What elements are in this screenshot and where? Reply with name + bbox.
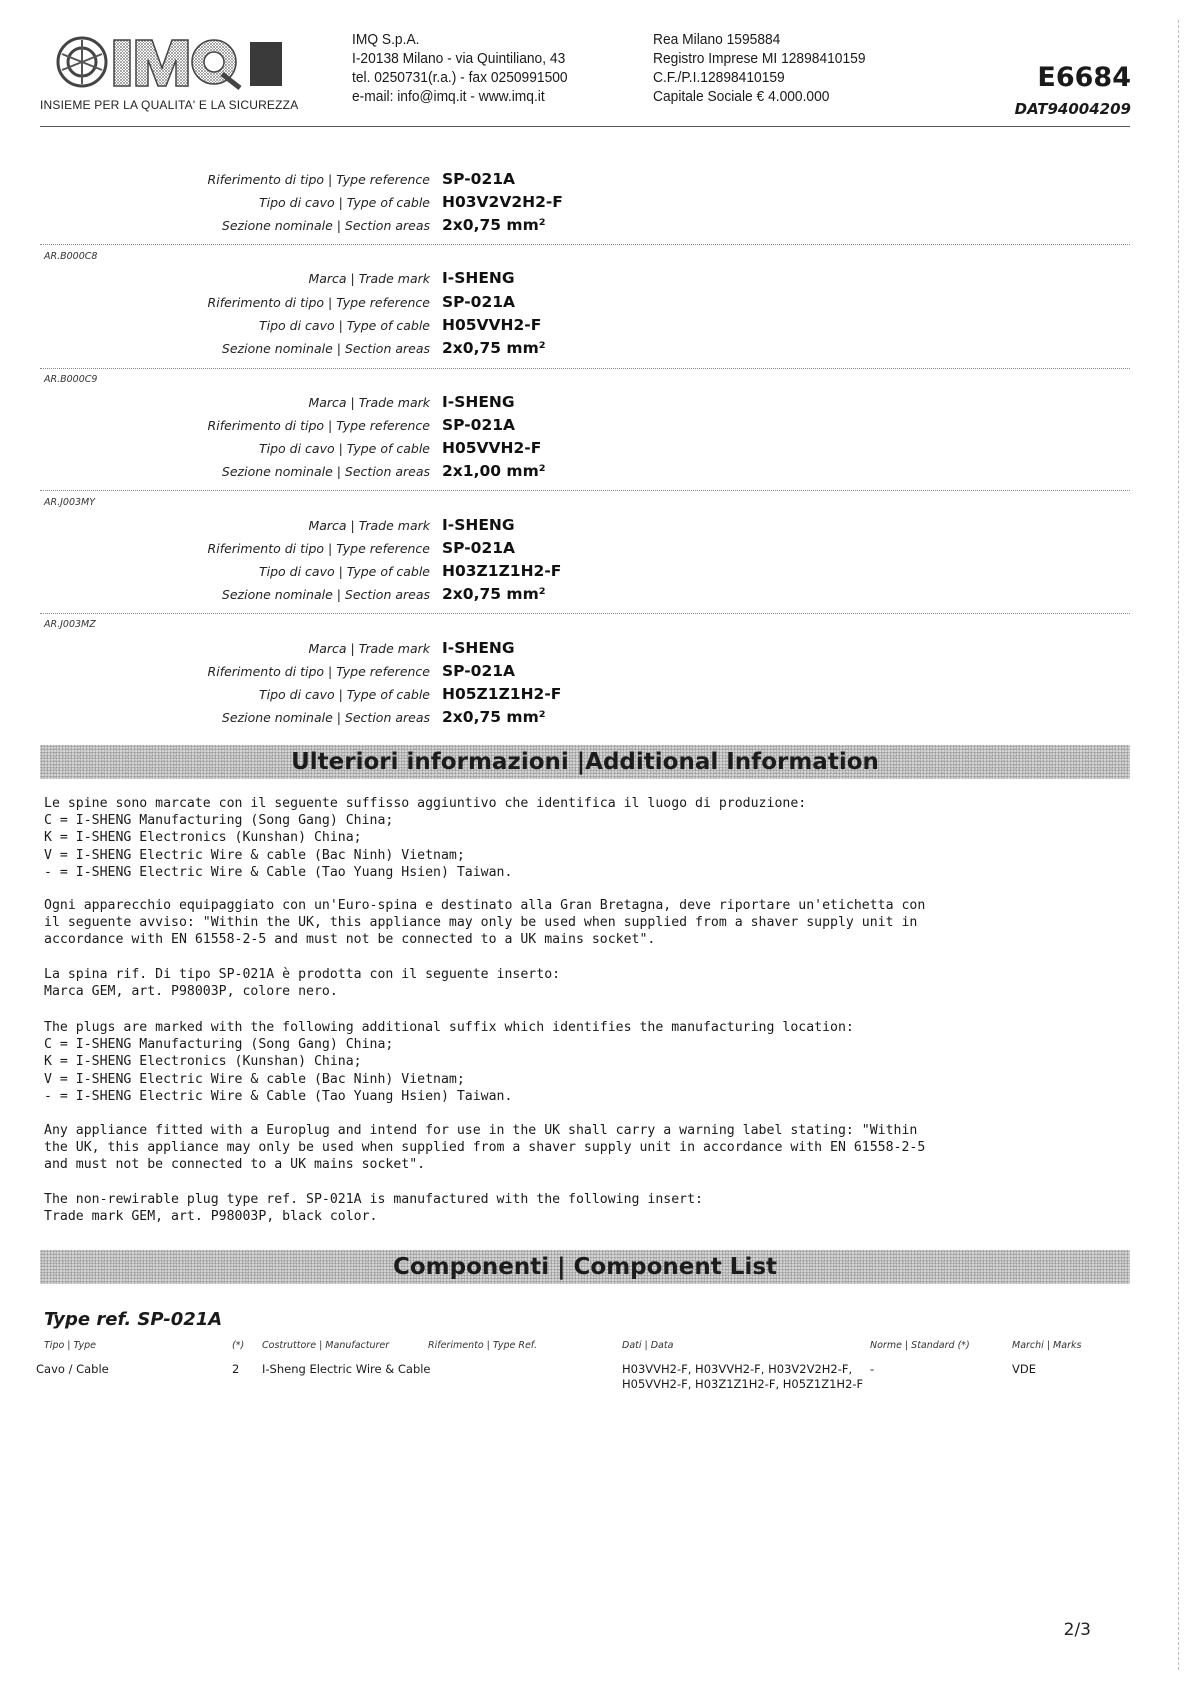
company-email: e-mail: info@imq.it - www.imq.it <box>352 88 545 105</box>
additional-paragraph-en-warning: Any appliance fitted with a Europlug and intend for use in the UK shall carry a warning label stating: "Within the UK, this appliance may only be used when supplied from a shaver supply unit in accordance with EN 61558-2-5 and must not be connected to a UK mains socket". <box>44 1123 926 1173</box>
company-phone: tel. 0250731(r.a.) - fax 0250991500 <box>352 69 568 86</box>
type-reference-label: Riferimento di tipo | Type reference <box>207 664 430 679</box>
type-reference-label: Riferimento di tipo | Type reference <box>207 418 430 433</box>
section-areas-label: Sezione nominale | Section areas <box>221 341 430 356</box>
type-of-cable-label: Tipo di cavo | Type of cable <box>259 318 430 333</box>
registry-rea: Rea Milano 1595884 <box>653 31 781 48</box>
trade-mark-label: Marca | Trade mark <box>308 518 430 533</box>
trade-mark-value: I-SHENG <box>442 393 515 411</box>
section-areas-value: 2x0,75 mm² <box>442 585 546 603</box>
scan-edge-line <box>1178 20 1179 1670</box>
additional-paragraph-it-suffix: Le spine sono marcate con il seguente suffisso aggiuntivo che identifica il luogo di produzione: C = I-SHENG Manufacturing (Song Gang) China; K = I-SHENG Electronics (Kunshan) China; V = I-SHENG Electric Wire & cable (Bac Ninh) Vietnam; - = I-SHENG Electric Wire & Cable (Tao Yuang Hsien) Taiwan. <box>44 796 807 880</box>
document-number: E6684 <box>1037 62 1131 93</box>
registry-capital: Capitale Sociale € 4.000.000 <box>653 88 830 105</box>
cell-note: 2 <box>232 1362 240 1376</box>
company-name: IMQ S.p.A. <box>352 31 420 48</box>
type-of-cable-value: H05Z1Z1H2-F <box>442 685 562 703</box>
type-reference-label: Riferimento di tipo | Type reference <box>207 541 430 556</box>
section-areas-label: Sezione nominale | Section areas <box>221 464 430 479</box>
type-reference-value: SP-021A <box>442 416 516 434</box>
column-header-note: (*) <box>232 1340 245 1351</box>
type-reference-label: Riferimento di tipo | Type reference <box>207 295 430 310</box>
type-of-cable-label: Tipo di cavo | Type of cable <box>259 441 430 456</box>
section-areas-value: 2x0,75 mm² <box>442 216 546 234</box>
block-divider <box>40 613 1130 614</box>
type-reference-value: SP-021A <box>442 170 516 188</box>
section-areas-value: 2x1,00 mm² <box>442 462 546 480</box>
trade-mark-label: Marca | Trade mark <box>308 641 430 656</box>
header-divider <box>40 126 1130 127</box>
cell-data-line: H03VVH2-F, H03VVH2-F, H03V2V2H2-F, <box>622 1362 853 1376</box>
cell-marks: VDE <box>1012 1362 1036 1376</box>
type-reference-label: Riferimento di tipo | Type reference <box>207 172 430 187</box>
page-number: 2/3 <box>1063 1620 1091 1640</box>
type-of-cable-label: Tipo di cavo | Type of cable <box>259 564 430 579</box>
type-of-cable-label: Tipo di cavo | Type of cable <box>259 195 430 210</box>
trade-mark-label: Marca | Trade mark <box>308 395 430 410</box>
company-address: I-20138 Milano - via Quintiliano, 43 <box>352 50 566 67</box>
registry-imprese: Registro Imprese MI 12898410159 <box>653 50 866 67</box>
document-reference: DAT94004209 <box>1014 100 1131 118</box>
type-of-cable-value: H03Z1Z1H2-F <box>442 562 562 580</box>
section-areas-value: 2x0,75 mm² <box>442 339 546 357</box>
section-areas-value: 2x0,75 mm² <box>442 708 546 726</box>
type-of-cable-label: Tipo di cavo | Type of cable <box>259 687 430 702</box>
logo-tagline: INSIEME PER LA QUALITA' E LA SICUREZZA <box>40 98 299 112</box>
column-header-data: Dati | Data <box>622 1340 674 1351</box>
trade-mark-value: I-SHENG <box>442 516 515 534</box>
trade-mark-value: I-SHENG <box>442 269 515 287</box>
type-of-cable-value: H05VVH2-F <box>442 439 542 457</box>
company-address-block <box>352 30 586 106</box>
block-divider <box>40 368 1130 369</box>
cell-data-line: H05VVH2-F, H03Z1Z1H2-F, H05Z1Z1H2-F <box>622 1377 864 1391</box>
type-reference-value: SP-021A <box>442 539 516 557</box>
type-of-cable-value: H05VVH2-F <box>442 316 542 334</box>
type-of-cable-value: H03V2V2H2-F <box>442 193 563 211</box>
type-reference-value: SP-021A <box>442 662 516 680</box>
cell-data <box>622 1362 863 1392</box>
trade-mark-label: Marca | Trade mark <box>308 271 430 286</box>
section-areas-label: Sezione nominale | Section areas <box>221 710 430 725</box>
imq-logo-mark <box>54 34 304 94</box>
additional-paragraph-en-suffix: The plugs are marked with the following additional suffix which identifies the manufacturing location: C = I-SHENG Manufacturing (Song Gang) China; K = I-SHENG Electronics (Kunshan) China; V = I-SHENG Electric Wire & cable (Bac Ninh) Vietnam; - = I-SHENG Electric Wire & Cable (Tao Yuang Hsien) Taiwan. <box>44 1020 854 1104</box>
block-divider <box>40 244 1130 245</box>
trade-mark-value: I-SHENG <box>442 639 515 657</box>
cell-standard: - <box>870 1362 875 1376</box>
additional-information-title: Ulteriori informazioni |Additional Information <box>291 749 879 775</box>
section-areas-label: Sezione nominale | Section areas <box>221 218 430 233</box>
component-list-title: Componenti | Component List <box>392 1254 778 1280</box>
article-code: AR.J003MZ <box>44 619 96 630</box>
additional-paragraph-it-insert: La spina rif. Di tipo SP-021A è prodotta con il seguente inserto: Marca GEM, art. P98003P, colore nero. <box>44 967 561 1000</box>
article-code: AR.B000C9 <box>44 374 98 385</box>
additional-paragraph-en-insert: The non-rewirable plug type ref. SP-021A is manufactured with the following insert: Trade mark GEM, art. P98003P, black color. <box>44 1192 703 1225</box>
component-type-ref: Type ref. SP-021A <box>44 1309 223 1330</box>
article-code: AR.J003MY <box>44 497 96 508</box>
additional-information-banner <box>40 745 1130 779</box>
column-header-standard: Norme | Standard (*) <box>870 1340 970 1351</box>
registry-cf: C.F./P.I.12898410159 <box>653 69 785 86</box>
type-reference-value: SP-021A <box>442 293 516 311</box>
block-divider <box>40 490 1130 491</box>
imq-logo <box>40 28 300 118</box>
cell-type: Cavo / Cable <box>36 1362 109 1376</box>
article-code: AR.B000C8 <box>44 251 98 262</box>
additional-paragraph-it-warning: Ogni apparecchio equipaggiato con un'Euro-spina e destinato alla Gran Bretagna, deve riportare un'etichetta con il seguente avviso: "Within the UK, this appliance may only be used when supplied from a shaver supply unit in accordance with EN 61558-2-5 and must not be connected to a UK mains socket". <box>44 898 926 948</box>
cell-manufacturer: I-Sheng Electric Wire & Cable <box>262 1362 431 1376</box>
company-registry-block <box>653 30 884 106</box>
column-header-type-ref: Riferimento | Type Ref. <box>428 1340 538 1351</box>
column-header-marks: Marchi | Marks <box>1012 1340 1082 1351</box>
section-areas-label: Sezione nominale | Section areas <box>221 587 430 602</box>
component-list-banner <box>40 1250 1130 1284</box>
column-header-type: Tipo | Type <box>44 1340 96 1351</box>
column-header-manufacturer: Costruttore | Manufacturer <box>262 1340 390 1351</box>
